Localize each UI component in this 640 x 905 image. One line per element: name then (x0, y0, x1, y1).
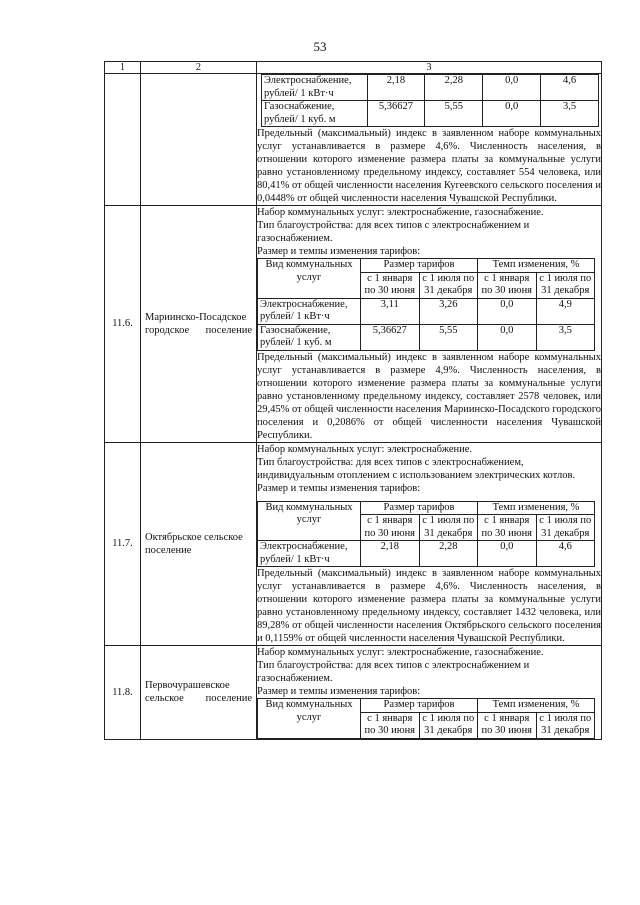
col-header-vid: Вид коммунальных услуг (258, 259, 361, 299)
section-number: 11.6. (105, 206, 141, 443)
col-header-size: Размер тарифов (361, 699, 478, 713)
tariff-table (104, 61, 602, 740)
page-number: 53 (313, 39, 327, 54)
col-header-size: Размер тарифов (361, 259, 478, 273)
tariff-row: Электроснабжение, рублей/ 1 кВт·ч 3,11 3,26 0,0 4,9 (258, 298, 595, 324)
tariff-row: Электроснабжение, рублей/ 1 кВт·ч 2,18 2,28 0,0 4,6 (262, 75, 599, 101)
tariff-subtable (257, 698, 595, 739)
col-header-rate: Темп изменения, % (478, 699, 595, 713)
header-col-1: 1 (105, 62, 141, 74)
col-header-jul: с 1 июля по 31 декабря (536, 515, 595, 541)
services-set: Набор коммунальных услуг: электроснабжение. (257, 443, 473, 455)
improvement-type: Тип благоустройства: для всех типов с электроснабжением и газоснабжением. (257, 220, 530, 244)
limit-index-paragraph: Предельный (максимальный) индекс в заявленном наборе коммунальных услуг устанавливается в размере 4,9%. Численность населения, в отношении которого изменение размера платы за коммунальные услуги равно установленному предельному индексу, составляет 2578 человек, или 29,45% от общей численности населения Мариинско-Посадского городского поселения и 0,2086% от общей численности населения Чувашской Республики. (257, 351, 601, 441)
tariff-caption: Размер и темпы изменения тарифов: (257, 686, 421, 697)
col-header-jul: с 1 июля по 31 декабря (536, 712, 595, 738)
limit-index-paragraph: Предельный (максимальный) индекс в заявленном наборе коммунальных услуг устанавливается в размере 4,6%. Численность населения, в отношении которого изменение размера платы за коммунальные услуги равно установленному предельному индексу, составляет 1432 человека, или 89,28% от общей численности населения Октябрьского сельского поселения и 0,1159% от общей численности населения Чувашской Республики. (257, 568, 601, 644)
tariff-row: Газоснабжение, рублей/ 1 куб. м 5,36627 5,55 0,0 3,5 (258, 324, 595, 350)
settlement-name: Октябрьское сельское поселение (141, 442, 257, 646)
col-header-jul: с 1 июля по 31 декабря (419, 272, 478, 298)
services-set: Набор коммунальных услуг: электроснабжение, газоснабжение. (257, 207, 544, 218)
tariff-row: Электроснабжение, рублей/ 1 кВт·ч 2,18 2,28 0,0 4,6 (258, 541, 595, 567)
settlement-name: Первочурашевское сельское поселение (141, 646, 257, 740)
services-set: Набор коммунальных услуг: электроснабжение, газоснабжение. (257, 647, 544, 658)
col-header-jan: с 1 января по 30 июня (361, 712, 420, 738)
tariff-caption: Размер и темпы изменения тарифов: (257, 482, 421, 494)
header-col-3: 3 (257, 62, 602, 74)
tariff-subtable (257, 258, 595, 351)
header-row (105, 62, 602, 74)
col-header-jan: с 1 января по 30 июня (478, 712, 537, 738)
header-col-2: 2 (141, 62, 257, 74)
col-header-rate: Темп изменения, % (478, 501, 595, 515)
section-11-7 (105, 442, 602, 646)
col-header-vid: Вид коммунальных услуг (258, 699, 361, 739)
settlement-name: Мариинско-Посадское городское поселение (141, 206, 257, 443)
col-header-jan: с 1 января по 30 июня (361, 272, 420, 298)
col-header-jan: с 1 января по 30 июня (478, 272, 537, 298)
col-header-jul: с 1 июля по 31 декабря (419, 712, 478, 738)
tariff-caption: Размер и темпы изменения тарифов: (257, 246, 421, 257)
tariff-subtable (257, 501, 595, 568)
section-number: 11.8. (105, 646, 141, 740)
section-11-8 (105, 646, 602, 740)
limit-index-paragraph: Предельный (максимальный) индекс в заявленном наборе коммунальных услуг устанавливается в размере 4,6%. Численность населения, в отношении которого изменение размера платы за коммунальные услуги равно установленному предельному индексу, составляет 554 человека, или 80,41% от общей численности населения Кугеевского сельского поселения и 0,0448% от общей численности населения Чувашской Республики. (257, 128, 601, 204)
cont-tariff-subtable (261, 74, 599, 127)
improvement-type: Тип благоустройства: для всех типов с электроснабжением и газоснабжением. (257, 660, 530, 684)
section-number: 11.7. (105, 442, 141, 646)
col-header-jan: с 1 января по 30 июня (361, 515, 420, 541)
col-header-jul: с 1 июля по 31 декабря (536, 272, 595, 298)
col-header-rate: Темп изменения, % (478, 259, 595, 273)
tariff-row: Газоснабжение, рублей/ 1 куб. м 5,36627 5,55 0,0 3,5 (262, 101, 599, 127)
col-header-vid: Вид коммунальных услуг (258, 501, 361, 541)
improvement-type: Тип благоустройства: для всех типов с электроснабжением, индивидуальным отоплением с использованием электрических котлов. (257, 456, 576, 481)
col-header-jan: с 1 января по 30 июня (478, 515, 537, 541)
col-header-size: Размер тарифов (361, 501, 478, 515)
col-header-jul: с 1 июля по 31 декабря (419, 515, 478, 541)
section-continued (105, 74, 602, 206)
section-11-6 (105, 206, 602, 443)
